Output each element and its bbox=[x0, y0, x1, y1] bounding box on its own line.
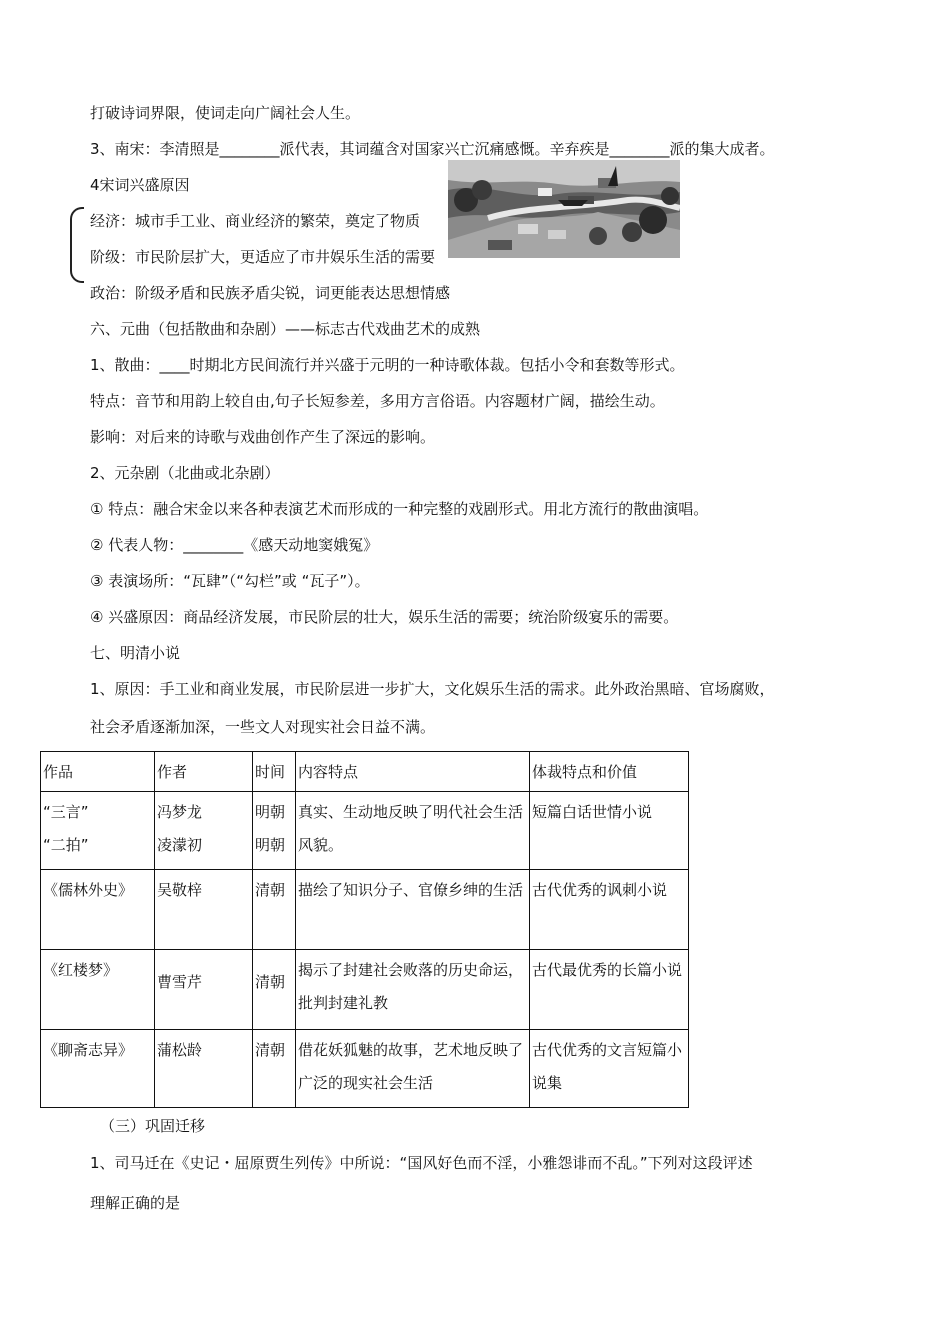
heading-ming-qing-novels: 七、明清小说 bbox=[90, 644, 181, 662]
header-author: 作者 bbox=[155, 752, 253, 792]
cell-time bbox=[253, 792, 296, 870]
cell-genre: 古代最优秀的长篇小说 bbox=[530, 950, 689, 1030]
header-content: 内容特点 bbox=[296, 752, 530, 792]
cell-work: 《红楼梦》 bbox=[41, 950, 155, 1030]
cell-genre: 短篇白话世情小说 bbox=[530, 792, 689, 870]
cell-genre: 古代优秀的文言短篇小说集 bbox=[530, 1030, 689, 1108]
heading-yuan-zaju: 2、元杂剧（北曲或北杂剧） bbox=[90, 464, 280, 482]
text-novel-reasons: 1、原因：手工业和商业发展，市民阶层进一步扩大，文化娱乐生活的需求。此外政治黑暗、官场腐败， bbox=[90, 680, 775, 698]
author-name: 冯梦龙 bbox=[157, 803, 203, 821]
cell-time: 清朝 bbox=[253, 1030, 296, 1108]
table-header-row bbox=[41, 752, 689, 792]
cell-content: 借花妖狐魅的故事，艺术地反映了广泛的现实社会生活 bbox=[296, 1030, 530, 1108]
text-sanqu-features: 特点：音节和用韵上较自由,句子长短参差，多用方言俗语。内容题材广阔，描绘生动。 bbox=[90, 392, 665, 410]
text-zaju-reasons: ④ 兴盛原因：商品经济发展，市民阶层的壮大，娱乐生活的需要；统治阶级宴乐的需要。 bbox=[90, 608, 679, 626]
curly-brace bbox=[70, 207, 84, 283]
cell-content: 揭示了封建社会败落的历史命运，批判封建礼教 bbox=[296, 950, 530, 1030]
work-title: “二拍” bbox=[43, 836, 89, 854]
heading-song-ci-causes: 4宋词兴盛原因 bbox=[90, 176, 190, 194]
table-row bbox=[41, 870, 689, 950]
cell-author bbox=[155, 792, 253, 870]
text-zaju-venue: ③ 表演场所：“瓦肆”（“勾栏”或 “瓦子”）。 bbox=[90, 572, 370, 590]
cell-work: 《聊斋志异》 bbox=[41, 1030, 155, 1108]
cause-class: 阶级：市民阶层扩大，更适应了市井娱乐生活的需要 bbox=[90, 248, 436, 266]
header-time: 时间 bbox=[253, 752, 296, 792]
question-1-cont: 理解正确的是 bbox=[90, 1194, 181, 1212]
text-zaju-representative: ② 代表人物：________《感天动地窦娥冤》 bbox=[90, 536, 379, 554]
work-title: “三言” bbox=[43, 803, 89, 821]
text-line-southern-song: 3、南宋：李清照是________派代表，其词蕴含对国家兴亡沉痛感慨。辛弃疾是________派的集大成者。 bbox=[90, 140, 775, 158]
table-row bbox=[41, 792, 689, 870]
qingming-painting-image bbox=[448, 160, 680, 258]
cell-content: 描绘了知识分子、官僚乡绅的生活 bbox=[296, 870, 530, 950]
table-row bbox=[41, 950, 689, 1030]
time-value: 明朝 bbox=[255, 836, 286, 854]
cell-time: 清朝 bbox=[253, 870, 296, 950]
header-genre: 体裁特点和价值 bbox=[530, 752, 689, 792]
time-value: 明朝 bbox=[255, 803, 286, 821]
text-zaju-features: ① 特点：融合宋金以来各种表演艺术而形成的一种完整的戏剧形式。用北方流行的散曲演唱。 bbox=[90, 500, 709, 518]
cell-author: 蒲松龄 bbox=[155, 1030, 253, 1108]
cell-content: 真实、生动地反映了明代社会生活风貌。 bbox=[296, 792, 530, 870]
header-work: 作品 bbox=[41, 752, 155, 792]
heading-consolidation: （三）巩固迁移 bbox=[100, 1117, 206, 1135]
cell-author: 曹雪芹 bbox=[155, 950, 253, 1030]
novels-table bbox=[40, 751, 689, 1108]
text-sanqu: 1、散曲：____时期北方民间流行并兴盛于元明的一种诗歌体裁。包括小令和套数等形式。 bbox=[90, 356, 685, 374]
table-row bbox=[41, 1030, 689, 1108]
text-sanqu-influence: 影响：对后来的诗歌与戏曲创作产生了深远的影响。 bbox=[90, 428, 436, 446]
cell-genre: 古代优秀的讽刺小说 bbox=[530, 870, 689, 950]
cell-author: 吴敬梓 bbox=[155, 870, 253, 950]
text-novel-reasons-cont: 社会矛盾逐渐加深，一些文人对现实社会日益不满。 bbox=[90, 718, 436, 736]
cell-work bbox=[41, 792, 155, 870]
author-name: 凌濛初 bbox=[157, 836, 203, 854]
heading-yuan-qu: 六、元曲（包括散曲和杂剧）——标志古代戏曲艺术的成熟 bbox=[90, 320, 481, 338]
question-1: 1、司马迁在《史记・屈原贾生列传》中所说：“国风好色而不淫，小雅怨诽而不乱。”下列对这段评述 bbox=[90, 1154, 753, 1172]
text-line-1: 打破诗词界限，使词走向广阔社会人生。 bbox=[90, 104, 361, 122]
cause-economy: 经济：城市手工业、商业经济的繁荣，奠定了物质 bbox=[90, 212, 421, 230]
cell-time: 清朝 bbox=[253, 950, 296, 1030]
cause-politics: 政治：阶级矛盾和民族矛盾尖锐，词更能表达思想情感 bbox=[90, 284, 451, 302]
cell-work: 《儒林外史》 bbox=[41, 870, 155, 950]
